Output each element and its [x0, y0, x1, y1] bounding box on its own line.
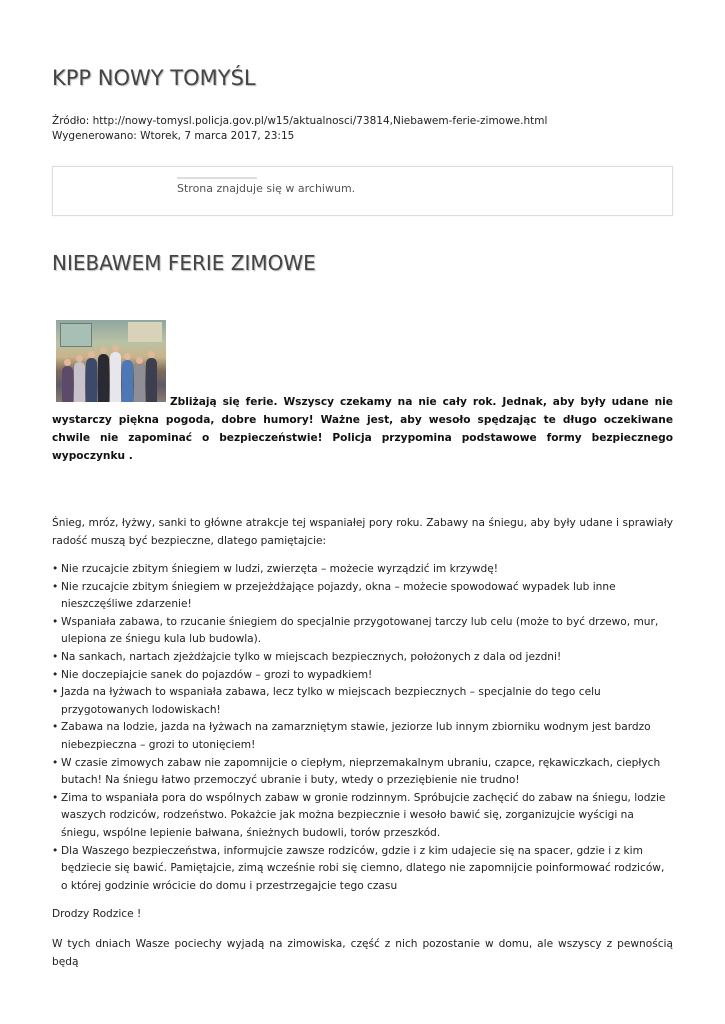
list-item: • Nie rzucajcie zbitym śniegiem w przejeżdżające pojazdy, okna – możecie spowodować wypadek lub inne nieszczęśliwe zdarzenie! [52, 580, 616, 611]
bullet-icon: • [52, 650, 59, 663]
bullet-icon: • [52, 756, 59, 769]
photo-head [100, 347, 107, 354]
generated-line: Wygenerowano: Wtorek, 7 marca 2017, 23:15 [52, 130, 295, 142]
photo-head [124, 353, 131, 360]
closing-paragraph: W tych dniach Wasze pociechy wyjadą na zimowiska, część z nich pozostanie w domu, ale wszyscy z pewnością będą [52, 938, 673, 968]
list-item: • Zabawa na lodzie, jazda na łyżwach na zamarzniętym stawie, jeziorze lub innym zbiorniku wodnym jest bardzo niebezpieczna – grozi to utonięciem! [52, 721, 651, 751]
bullet-icon: • [52, 721, 59, 734]
bullet-icon: • [52, 686, 59, 699]
archive-notice: Strona znajduje się w archiwum. [177, 182, 356, 195]
photo-head [148, 351, 155, 358]
photo-head [112, 345, 119, 352]
document-meta [52, 114, 547, 144]
list-item: • W czasie zimowych zabaw nie zapomnijcie o ciepłym, nieprzemakalnym ubraniu, czapce, rękawiczkach, ciepłych butach! Na śniegu łatwo przemoczyć ubranie i buty, wtedy o przeziębienie nie trudno! [52, 756, 661, 787]
list-item: • Na sankach, nartach zjeżdżajcie tylko w miejscach bezpiecznych, położonych z dala od jezdni! [52, 649, 673, 667]
bullet-icon: • [52, 844, 59, 857]
archive-divider [177, 177, 257, 179]
bullet-icon: • [52, 580, 59, 593]
article-intro: Śnieg, mróz, łyżwy, sanki to główne atrakcje tej wspaniałej pory roku. Zabawy na śniegu, aby były udane i sprawiały radość muszą być bezpieczne, dlatego pamiętajcie: [52, 517, 673, 547]
list-item: • Nie doczepiajcie sanek do pojazdów – grozi to wypadkiem! [52, 667, 673, 685]
archive-notice-box [52, 166, 673, 216]
greeting: Drodzy Rodzice ! [52, 908, 142, 920]
article-title: NIEBAWEM FERIE ZIMOWE [52, 251, 316, 275]
list-item: • Dla Waszego bezpieczeństwa, informujcie zawsze rodziców, gdzie i z kim udajecie się na spacer, gdzie i z kim będziecie się bawić. Pamiętajcie, zimą wcześnie robi się ciemno, dlatego nie zapomnijcie poinformować rodziców, o której godzinie wrócicie do domu i przestrzegajcie tego czasu [52, 844, 665, 892]
list-item: • Zima to wspaniała pora do wspólnych zabaw w gronie rodzinnym. Spróbujcie zachęcić do zabaw na śniegu, lodzie waszych rodziców, rodzeństwo. Pokażcie jak można bezpiecznie i wesoło bawić się, zorganizujcie wyścigi na śniegu, wspólne lepienie bałwana, śnieżnych budowli, torów przeszkód. [52, 791, 666, 839]
photo-head [136, 357, 143, 364]
list-item: • Nie rzucajcie zbitym śniegiem w ludzi, zwierzęta – możecie wyrządzić im krzywdę! [52, 561, 673, 579]
bullet-icon: • [52, 791, 59, 804]
bullet-icon: • [52, 563, 59, 575]
article-lead-text: Zbliżają się ferie. Wszyscy czekamy na nie cały rok. Jednak, aby były udane nie wystarczy piękna pogoda, dobre humory! Ważne jest, aby wesoło spędzając te długo oczekiwane chwile nie zapominać o bezpieczeństwie! Policja przypomina podstawowe formy bezpiecznego wypoczynku . [52, 396, 673, 462]
list-item: • Wspaniała zabawa, to rzucanie śniegiem do specjalnie przygotowanej tarczy lub celu (może to być drzewo, mur, ulepiona ze śniegu kula lub budowla). [52, 615, 659, 646]
photo-head [76, 355, 83, 362]
site-title: KPP NOWY TOMYŚL [52, 66, 256, 90]
bullet-icon: • [52, 615, 59, 628]
photo-window [128, 322, 162, 342]
article-photo [56, 320, 166, 402]
photo-head [88, 351, 95, 358]
safety-tips-list [52, 561, 673, 895]
source-line: Źródło: http://nowy-tomysl.policja.gov.pl/w15/aktualnosci/73814,Niebawem-ferie-zimowe.html [52, 115, 548, 127]
list-item: • Jazda na łyżwach to wspaniała zabawa, lecz tylko w miejscach bezpiecznych – specjalnie do tego celu przygotowanych lodowiskach! [52, 686, 601, 716]
article-lead [52, 393, 673, 465]
bullet-icon: • [52, 668, 59, 681]
photo-board [60, 323, 92, 347]
photo-head [64, 359, 71, 366]
